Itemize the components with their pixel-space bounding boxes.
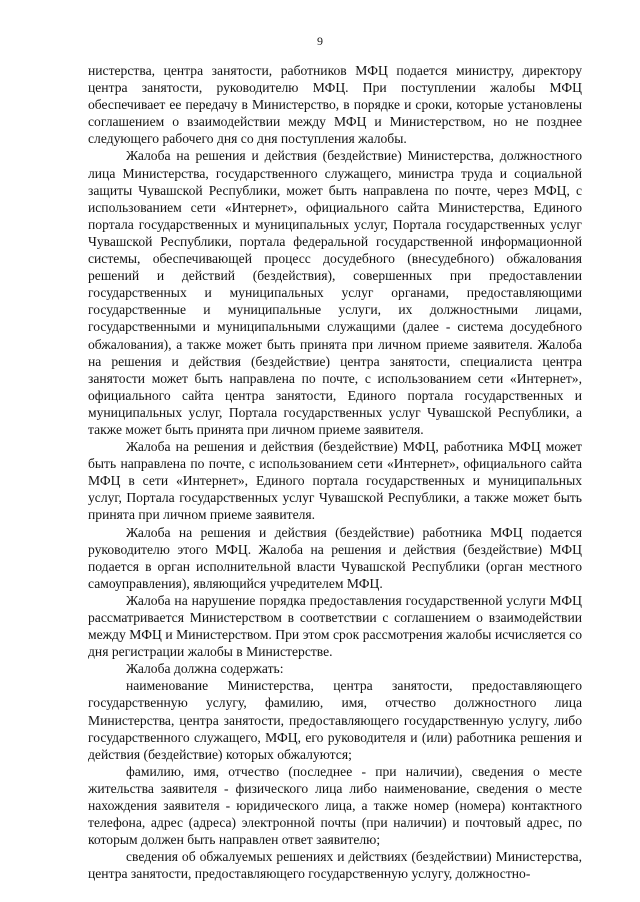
page-number: 9	[317, 34, 323, 48]
paragraph-mfc-worker-complaint: Жалоба на решения и действия (бездействие) работника МФЦ подается руководителю этого МФЦ. Жалоба на решения и действия (бездействие) МФЦ подается в орган исполнительной власти Чувашской Республики (орган местного самоуправления), являющийся учредителем МФЦ.	[88, 524, 582, 591]
document-body	[88, 62, 582, 883]
paragraph-complaint-contents: Жалоба должна содержать:	[126, 661, 284, 677]
paragraph-item-name: наименование Министерства, центра занятости, предоставляющего государственную услугу, фамилию, имя, отчество должностного лица Министерства, центра занятости, предоставляющего государственную услугу, либо государственного служащего, МФЦ, его руководителя и (или) работника решения и действия (бездействие) которых обжалуются;	[88, 678, 582, 762]
paragraph-item-decisions: сведения об обжалуемых решениях и действиях (бездействии) Министерства, центра занятости, предоставляющего государственную услугу, должностно-	[88, 849, 582, 882]
paragraph-continuation: нистерства, центра занятости, работников МФЦ подается министру, директору центра занятости, руководителю МФЦ. При поступлении жалобы МФЦ обеспечивает ее передачу в Министерство, в порядке и сроки, которые установлены соглашением о взаимодействии между МФЦ и Министерством, но не позднее следующего рабочего дня со дня поступления жалобы.	[88, 63, 582, 147]
paragraph-procedure-violation: Жалоба на нарушение порядка предоставления государственной услуги МФЦ рассматривается Министерством в соответствии с соглашением о взаимодействии между МФЦ и Министерством. При этом срок рассмотрения жалобы исчисляется со дня регистрации жалобы в Министерстве.	[88, 592, 582, 660]
paragraph-item-applicant: фамилию, имя, отчество (последнее - при наличии), сведения о месте жительства заявителя - физического лица либо наименование, сведения о месте нахождения заявителя - юридического лица, а также номер (номера) контактного телефона, адрес (адреса) электронной почты (при наличии) и почтовый адрес, по которым должен быть направлен ответ заявителю;	[88, 763, 582, 848]
paragraph-mfc-complaint: Жалоба на решения и действия (бездействие) МФЦ, работника МФЦ может быть направлена по почте, с использованием сети «Интернет», официального сайта МФЦ в сети «Интернет», Единого портала государственных и муниципальных услуг, Портала государственных услуг Чувашской Республики, а также может быть принята при личном приеме заявителя.	[88, 439, 582, 523]
paragraph-ministry-complaint: Жалоба на решения и действия (бездействие) Министерства, должностного лица Министерства, государственного служащего, министра труда и социальной защиты Чувашской Республики, может быть направлена по почте, через МФЦ, с использованием сети «Интернет», официального сайта Министерства, Единого портала государственных и муниципальных услуг, Портала государственных услуг Чувашской Республики, портала федеральной государственной информационной системы, обеспечивающей процесс досудебного (внесудебного) обжалования решений и действий (бездействия), совершенных при предоставлении государственных и муниципальных услуг органами, предоставляющими государственные и муниципальные услуги, их должностными лицами, государственными и муниципальными служащими (далее - система досудебного обжалования), а также может быть принята при личном приеме заявителя. Жалоба на решения и действия (бездействие) центра занятости, специалиста центра занятости может быть направлена по почте, с использованием сети «Интернет», официального сайта центра занятости, Единого портала государственных и муниципальных услуг, Портала государственных услуг Чувашской Республики, а также может быть принята при личном приеме заявителя.	[88, 148, 582, 437]
